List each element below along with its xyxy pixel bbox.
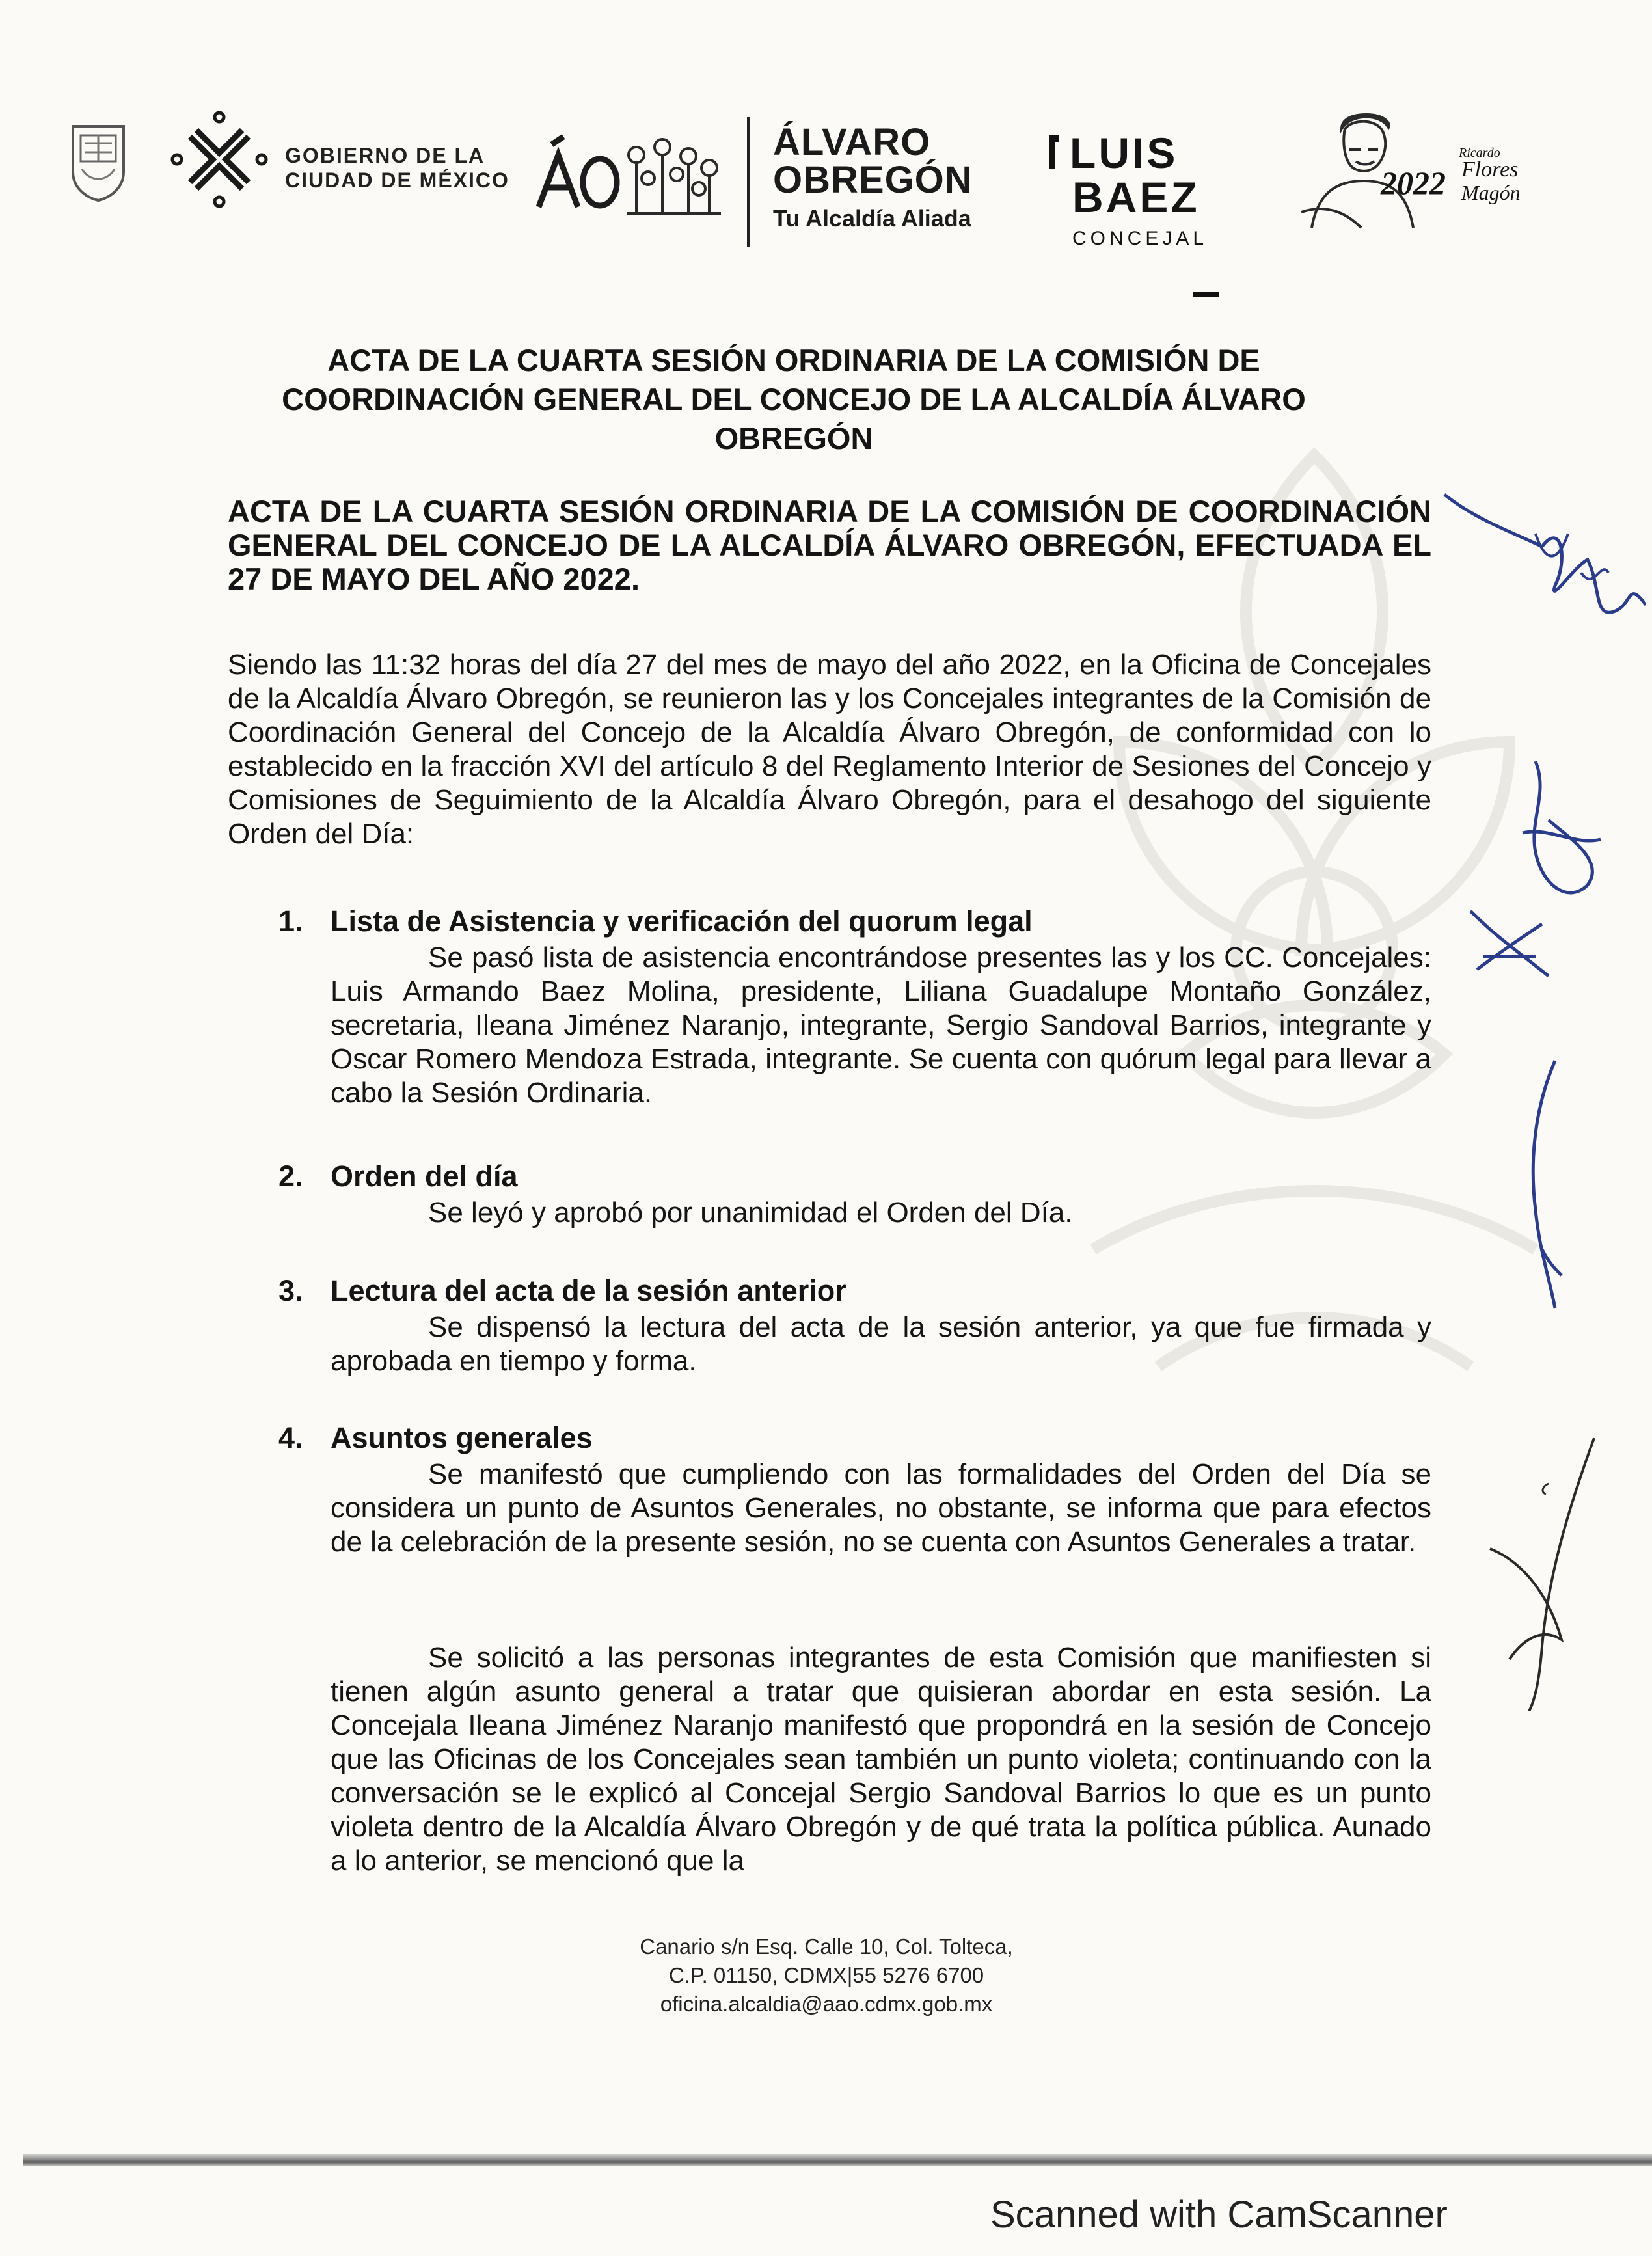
cdmx-logo-line2: CIUDAD DE MÉXICO	[285, 169, 509, 192]
alcaldia-anniversary-emblem-icon	[532, 129, 727, 220]
cdmx-logo-line1: GOBIERNO DE LA	[285, 144, 485, 167]
commemorative-name-3: Magón	[1461, 181, 1521, 204]
alcaldia-name-line1: ÁLVARO	[773, 121, 931, 163]
concejal-role: CONCEJAL	[1072, 228, 1208, 249]
alcaldia-alvaro-obregon-logo	[773, 121, 973, 234]
item-number: 3.	[278, 1274, 303, 1307]
concejal-name-line2: BAEZ	[1072, 173, 1200, 221]
intro-paragraph: Siendo las 11:32 horas del día 27 del mes de mayo del año 2022, en la Oficina de Concejales de la Alcaldía Álvaro Obregón, se reunieron las y los Concejales integrantes de la Comisión de Coordinación General del Concejo de la Alcaldía Álvaro Obregón, de conformidad con lo establecido en la fracción XVI del artículo 8 del Reglamento Interior de Sesiones del Concejo y Comisiones de Seguimiento de la Alcaldía Álvaro Obregón, para el desahogo del siguiente Orden del Día:	[228, 649, 1431, 850]
commemorative-year: 2022	[1381, 165, 1446, 201]
margin-signature-2	[1510, 755, 1614, 911]
item-heading: Asuntos generales	[331, 1421, 593, 1454]
item-number: 1.	[278, 904, 303, 938]
commemorative-name-2: Flores	[1461, 157, 1519, 182]
header-logo-bar	[0, 91, 1652, 286]
cdmx-coat-of-arms-icon	[70, 124, 126, 203]
footer-address: Canario s/n Esq. Calle 10, Col. Tolteca,	[640, 1935, 1013, 1959]
camscanner-watermark: Scanned with CamScanner	[990, 2194, 1448, 2236]
item-number: 2.	[278, 1160, 303, 1193]
alcaldia-tagline: Tu Alcaldía Aliada	[773, 205, 971, 232]
margin-initials-3	[1464, 898, 1555, 989]
margin-signature-5	[1483, 1432, 1601, 1711]
item-heading: Lectura del acta de la sesión anterior	[331, 1274, 846, 1307]
item-number: 4.	[278, 1421, 303, 1454]
item-body: Se pasó lista de asistencia encontrándose presentes las y los CC. Concejales: Luis Armando Baez Molina, presidente, Liliana Guadalupe Montaño González, secretaria, Ileana Jiménez Naranjo, integrante, Sergio Sandoval Barrios, integrante y Oscar Romero Mendoza Estrada, integrante. Se cuenta con quórum legal para llevar a cabo la Sesión Ordinaria.	[331, 942, 1431, 1109]
item-body: Se leyó y aprobó por unanimidad el Orden del Día.	[428, 1197, 1073, 1229]
footer-email: oficina.alcaldia@aao.cdmx.gob.mx	[660, 1992, 993, 2016]
scanner-edge-bar	[23, 2154, 1652, 2166]
closing-paragraph: Se solicitó a las personas integrantes de esta Comisión que manifiesten si tienen algún asunto general a tratar que quisieran abordar en esta sesión. La Concejala Ileana Jiménez Naranjo manifestó que propondrá en la sesión de Concejo que las Oficinas de los Concejales sean también un punto violeta; continuando con la conversación se le explicó al Concejal Sergio Sandoval Barrios lo que es un punto violeta dentro de la Alcaldía Álvaro Obregón y de qué trata la política pública. Aunado a lo anterior, se mencionó que la	[331, 1642, 1431, 1877]
item-body: Se manifestó que cumpliendo con las formalidades del Orden del Día se considera un punto de Asuntos Generales, no obstante, se informa que para efectos de la celebración de la presente sesión, no se cuenta con Asuntos Generales a tratar.	[331, 1458, 1431, 1558]
bracket-mark	[1049, 135, 1059, 169]
footer-postal-phone: C.P. 01150, CDMX|55 5276 6700	[668, 1963, 984, 1987]
concejal-name-line1: LUIS	[1070, 129, 1178, 177]
document-subtitle: ACTA DE LA CUARTA SESIÓN ORDINARIA DE LA COMISIÓN DE COORDINACIÓN GENERAL DEL CONCEJO DE LA ALCALDÍA ÁLVARO OBREGÓN, EFECTUADA EL 27 DE MAYO DEL AÑO 2022.	[228, 494, 1431, 596]
alcaldia-name-line2: OBREGÓN	[773, 159, 973, 201]
margin-signature-1	[1438, 482, 1646, 651]
item-heading: Lista de Asistencia y verificación del quorum legal	[331, 904, 1033, 938]
cdmx-logo-text	[285, 143, 509, 193]
commemorative-name-1: Ricardo	[1459, 146, 1500, 160]
logo-separator	[747, 117, 750, 247]
underline-mark	[1193, 292, 1219, 297]
item-body: Se dispensó la lectura del acta de la sesión anterior, ya que fue firmada y aprobada en tiempo y forma.	[331, 1311, 1431, 1377]
cdmx-logo-icon	[170, 111, 268, 208]
page-footer	[468, 1933, 1184, 2018]
ricardo-flores-magon-year-logo	[1299, 113, 1546, 237]
document-title: ACTA DE LA CUARTA SESIÓN ORDINARIA DE LA COMISIÓN DE COORDINACIÓN GENERAL DEL CONCEJO DE LA ALCALDÍA ÁLVARO OBREGÓN	[282, 343, 1306, 455]
margin-signature-4	[1516, 1054, 1575, 1314]
item-heading: Orden del día	[331, 1160, 518, 1193]
